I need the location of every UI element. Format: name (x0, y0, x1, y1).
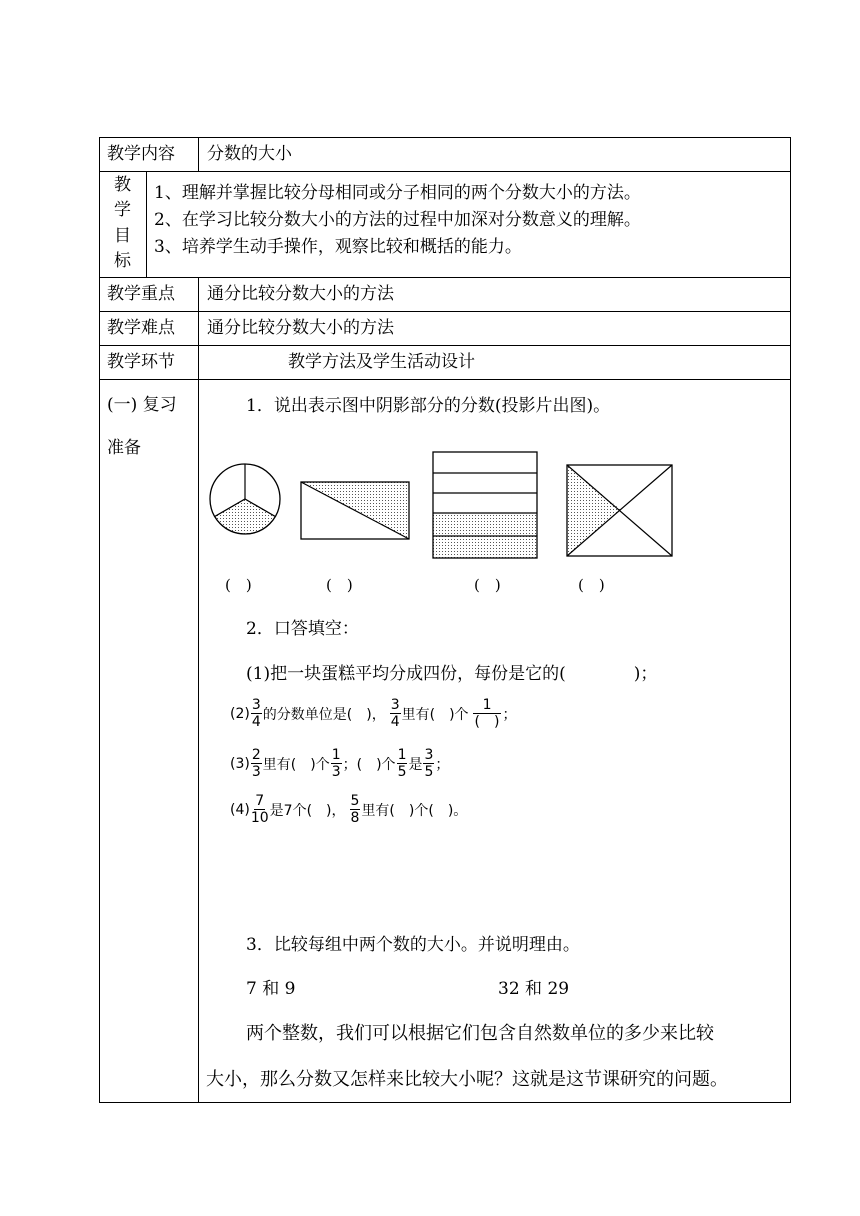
rectangle-diagonal-figure (301, 482, 409, 539)
difficulty-label: 教学难点 (107, 318, 175, 338)
fraction: $\frac{5}{8}$ (350, 793, 360, 826)
goal-3: 3、培养学生动手操作，观察比较和概括的能力。 (154, 237, 522, 257)
fraction: $\frac{7}{10}$ (250, 793, 269, 826)
q2-title: 2．口答填空： (246, 619, 359, 639)
circle-figure (210, 464, 280, 534)
q3-pair-2: 32 和 29 (498, 979, 570, 999)
fraction: $\frac{2}{3}$ (251, 747, 261, 780)
q2-item-3: (3) $\frac{2}{3}$ 里有( )个 $\frac{1}{3}$ ；( )个 $\frac{1}{5}$ 是 $\frac{3}{5}$ ； (230, 747, 450, 780)
difficulty-value: 通分比较分数大小的方法 (207, 318, 394, 338)
fraction: $\frac{1}{( )}$ (474, 697, 500, 730)
q3-paragraph-line-1: 两个整数，我们可以根据它们包含自然数单位的多少来比较 (246, 1023, 714, 1044)
fraction: $\frac{3}{5}$ (424, 747, 434, 780)
section-label: (一) 复习 (107, 395, 177, 415)
strips-figure (433, 452, 537, 558)
content-label: 教学内容 (107, 144, 175, 164)
goal-1: 1、理解并掌握比较分母相同或分子相同的两个分数大小的方法。 (154, 183, 641, 203)
answer-blank-1[interactable]: ( ) (225, 576, 252, 594)
step-value: 教学方法及学生活动设计 (288, 352, 475, 372)
key-point-label: 教学重点 (107, 284, 175, 304)
goal-2: 2、在学习比较分数大小的方法的过程中加深对分数意义的理解。 (154, 210, 641, 230)
answer-blank-4[interactable]: ( ) (578, 576, 605, 594)
fraction: $\frac{3}{4}$ (251, 697, 261, 730)
content-value: 分数的大小 (207, 144, 292, 164)
section-label-2: 准备 (107, 438, 141, 458)
fraction: $\frac{3}{4}$ (390, 697, 400, 730)
step-label: 教学环节 (107, 352, 175, 372)
q2-item-4: (4) $\frac{7}{10}$ 是7个( )， $\frac{5}{8}$ 里有( )个( )。 (230, 793, 468, 826)
fraction: $\frac{1}{5}$ (397, 747, 407, 780)
q3-pair-1: 7 和 9 (246, 979, 296, 999)
shaded-figures (205, 446, 685, 566)
answer-blank-2[interactable]: ( ) (326, 576, 353, 594)
answer-blank-3[interactable]: ( ) (474, 576, 501, 594)
q1-text: 1．说出表示图中阴影部分的分数(投影片出图)。 (246, 396, 611, 416)
q2-item-1: (1)把一块蛋糕平均分成四份，每份是它的( )； (246, 664, 658, 684)
fraction: $\frac{1}{3}$ (331, 747, 341, 780)
rectangle-cross-figure (567, 465, 672, 556)
key-point-value: 通分比较分数大小的方法 (207, 284, 394, 304)
q2-item-2: (2) $\frac{3}{4}$ 的分数单位是( )， $\frac{3}{4}$ 里有( )个 $\frac{1}{( )}$ ； (230, 697, 517, 730)
q3-paragraph-line-2: 大小，那么分数又怎样来比较大小呢？这就是这节课研究的问题。 (206, 1069, 728, 1090)
q3-title: 3．比较每组中两个数的大小。并说明理由。 (246, 935, 580, 955)
